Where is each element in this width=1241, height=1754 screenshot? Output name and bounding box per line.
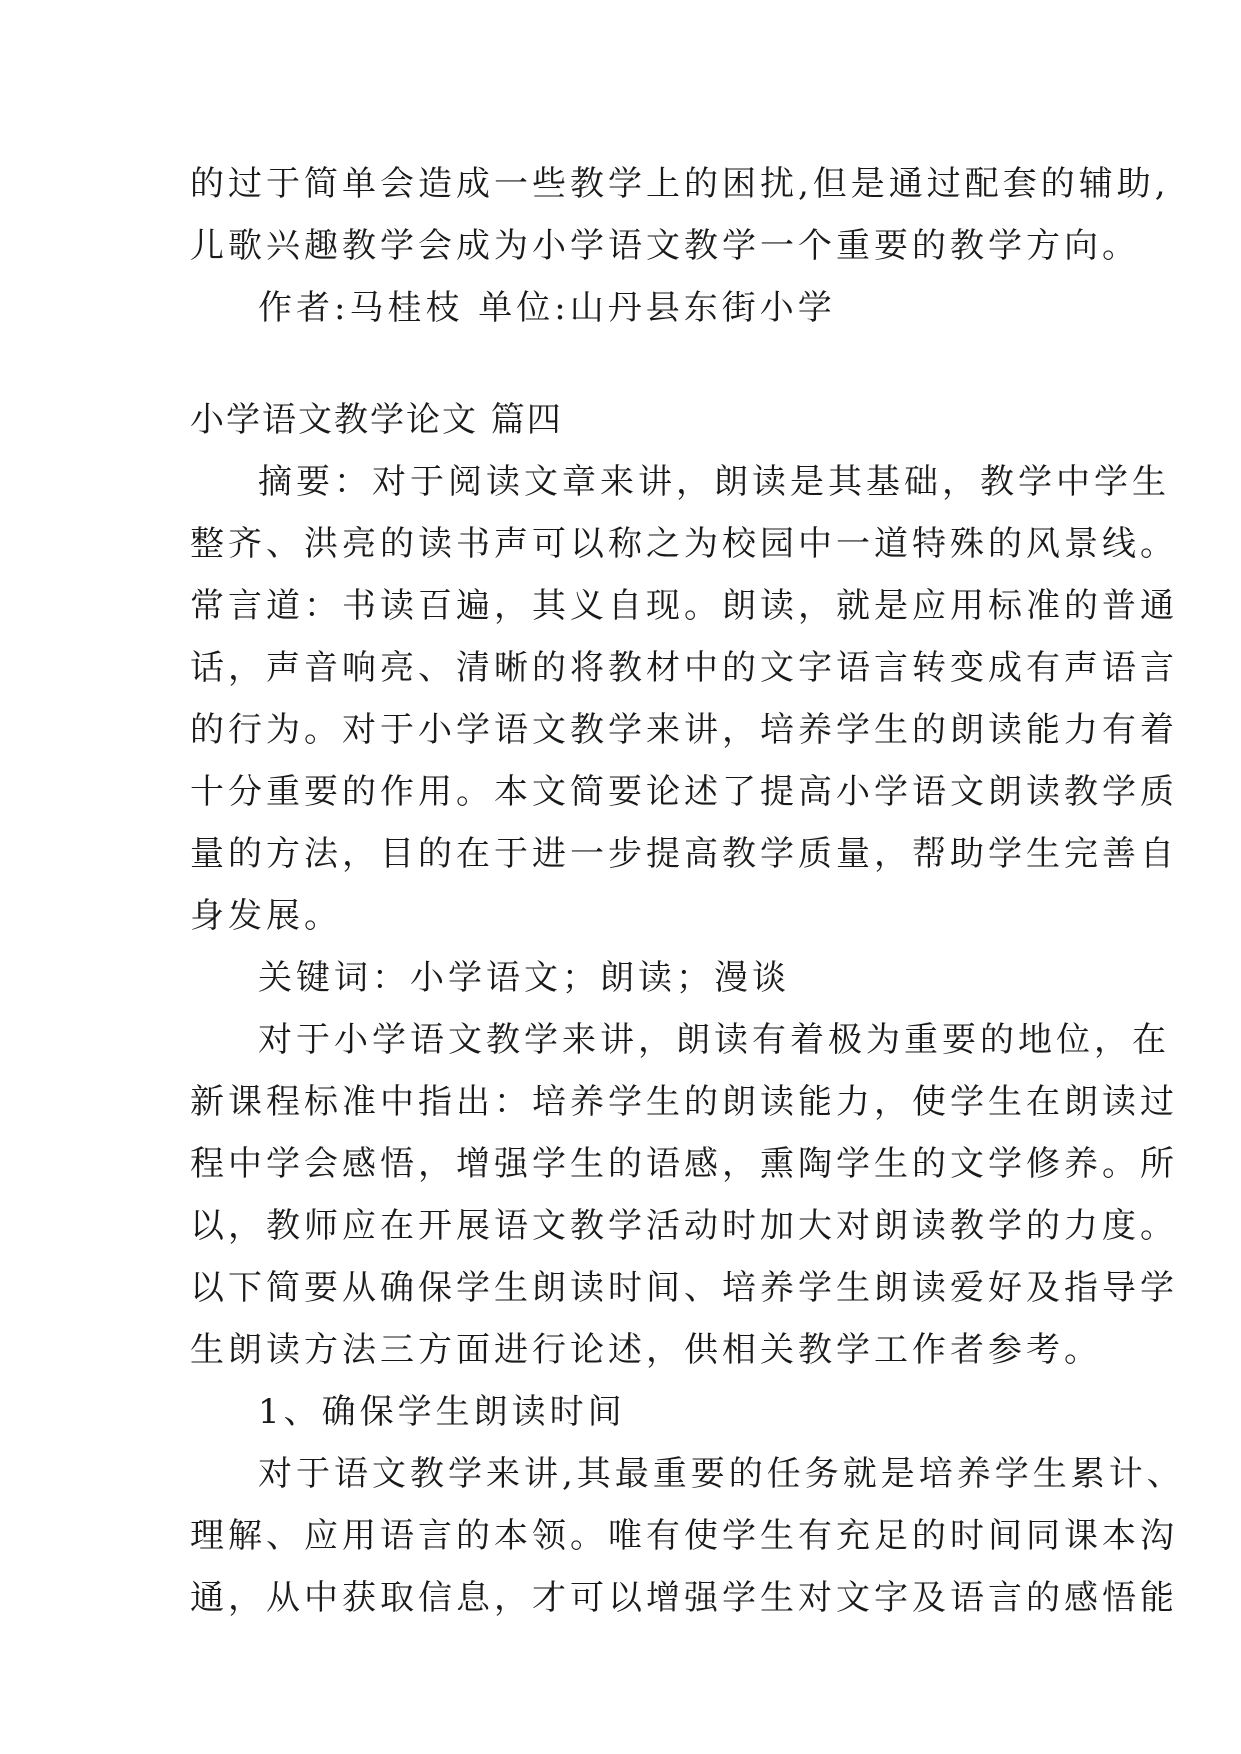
keywords-line: 关键词：小学语文；朗读；漫谈 xyxy=(258,958,790,998)
text-line: 以，教师应在开展语文教学活动时加大对朗读教学的力度。 xyxy=(190,1206,1178,1246)
text-line: 对于小学语文教学来讲，朗读有着极为重要的地位，在 xyxy=(258,1020,1170,1060)
text-line: 新课程标准中指出：培养学生的朗读能力，使学生在朗读过 xyxy=(190,1082,1178,1122)
text-line: 理解、应用语言的本领。唯有使学生有充足的时间同课本沟 xyxy=(190,1516,1178,1556)
text-line: 儿歌兴趣教学会成为小学语文教学一个重要的教学方向。 xyxy=(190,226,1140,266)
text-line: 的过于简单会造成一些教学上的困扰,但是通过配套的辅助, xyxy=(190,164,1170,204)
text-line: 量的方法，目的在于进一步提高教学质量，帮助学生完善自 xyxy=(190,834,1178,874)
text-line: 常言道：书读百遍，其义自现。朗读，就是应用标准的普通 xyxy=(190,586,1178,626)
text-line: 生朗读方法三方面进行论述，供相关教学工作者参考。 xyxy=(190,1330,1102,1370)
text-line: 通，从中获取信息，才可以增强学生对文字及语言的感悟能 xyxy=(190,1578,1178,1618)
author-line: 作者:马桂枝 单位:山丹县东街小学 xyxy=(258,288,836,328)
text-line: 整齐、洪亮的读书声可以称之为校园中一道特殊的风景线。 xyxy=(190,524,1178,564)
text-line: 身发展。 xyxy=(190,896,342,936)
text-line: 对于语文教学来讲,其最重要的任务就是培养学生累计、 xyxy=(258,1454,1185,1494)
text-line: 摘要：对于阅读文章来讲，朗读是其基础，教学中学生 xyxy=(258,462,1170,502)
text-line: 话，声音响亮、清晰的将教材中的文字语言转变成有声语言 xyxy=(190,648,1178,688)
section-heading: 小学语文教学论文 篇四 xyxy=(190,400,563,440)
text-line: 程中学会感悟，增强学生的语感，熏陶学生的文学修养。所 xyxy=(190,1144,1178,1184)
text-line: 十分重要的作用。本文简要论述了提高小学语文朗读教学质 xyxy=(190,772,1178,812)
text-line: 以下简要从确保学生朗读时间、培养学生朗读爱好及指导学 xyxy=(190,1268,1178,1308)
subsection-heading: 1、确保学生朗读时间 xyxy=(258,1392,626,1432)
text-line: 的行为。对于小学语文教学来讲，培养学生的朗读能力有着 xyxy=(190,710,1178,750)
